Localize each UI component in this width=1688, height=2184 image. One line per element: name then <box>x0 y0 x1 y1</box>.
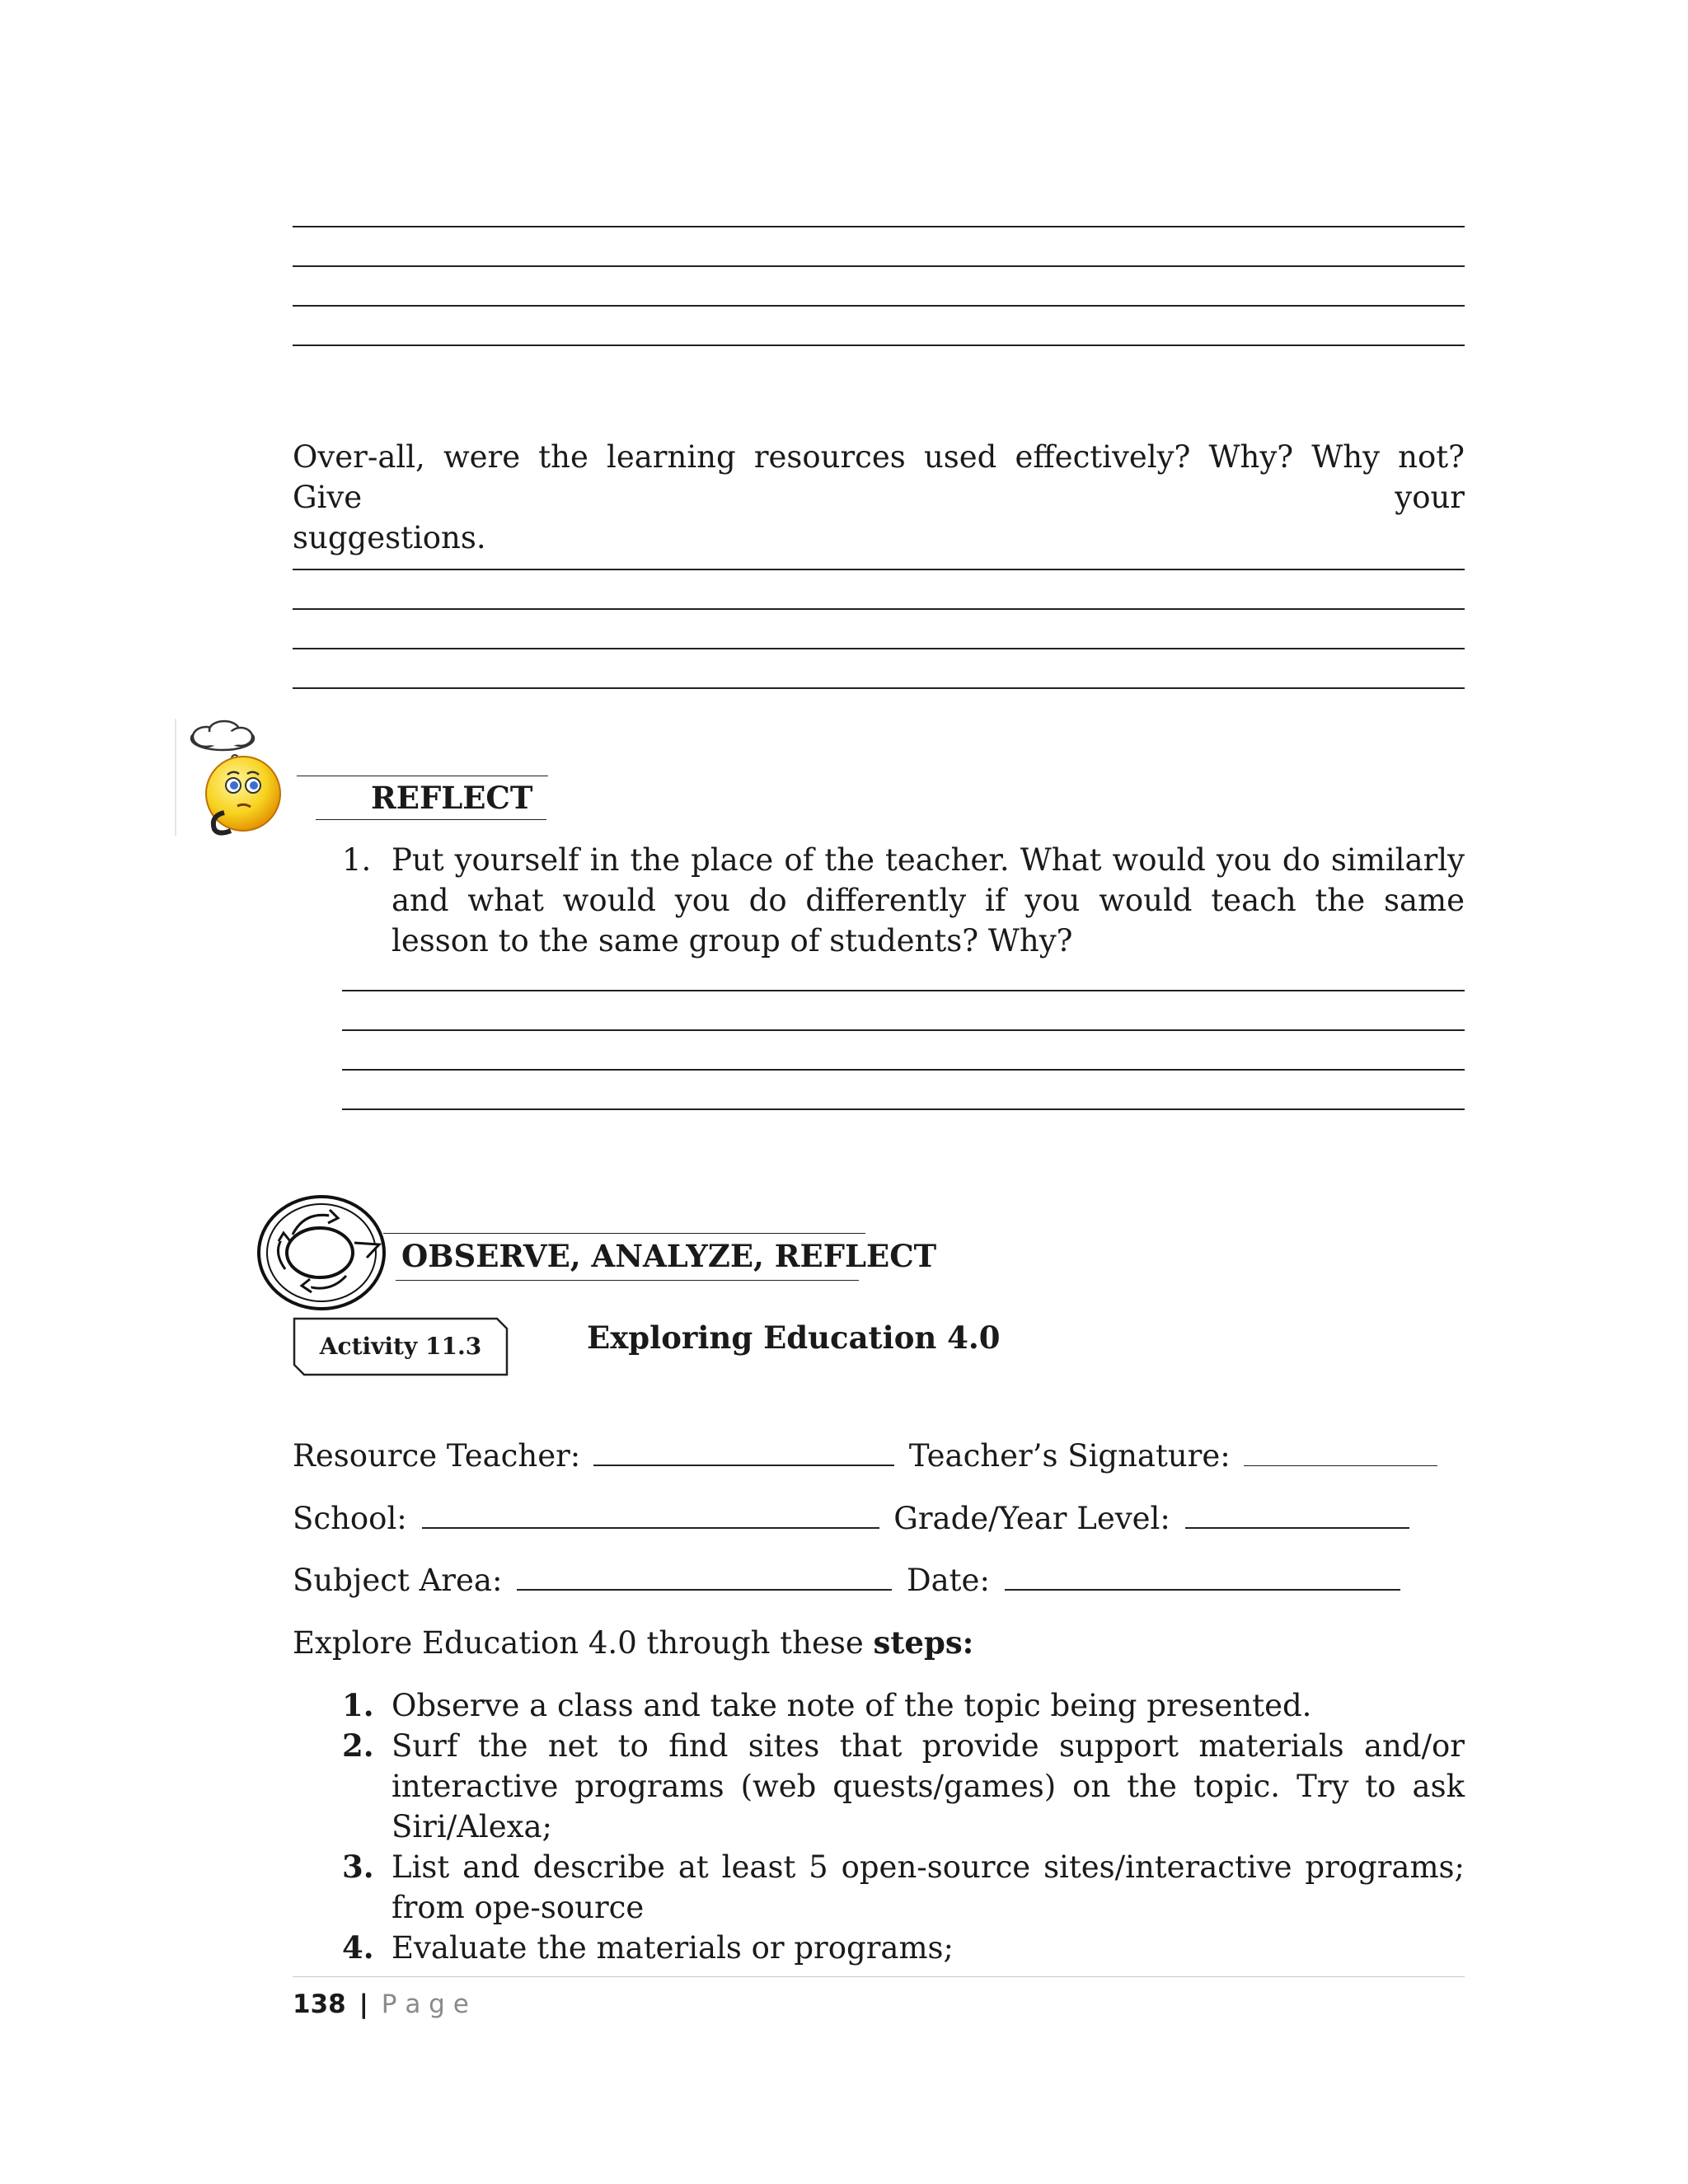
answer-line[interactable] <box>342 1069 1465 1071</box>
school-field[interactable] <box>422 1499 879 1529</box>
step-number: 3. <box>342 1849 374 1885</box>
question-paragraph <box>293 437 1465 558</box>
answer-line[interactable] <box>293 226 1465 227</box>
form-row-2 <box>293 1498 1496 1539</box>
resource-teacher-label: Resource Teacher: <box>293 1438 581 1474</box>
reflect-heading: REFLECT <box>371 780 533 816</box>
signature-label: Teacher’s Signature: <box>908 1438 1231 1474</box>
cycle-icon <box>256 1193 391 1312</box>
footer-separator: | <box>359 1990 368 2019</box>
step-number: 2. <box>342 1727 374 1764</box>
step-text: Surf the net to find sites that provide support materials and/or interactive programs (web quests/games) on the topic. Try to ask Siri/Alexa; <box>392 1728 1465 1844</box>
date-field[interactable] <box>1005 1561 1400 1591</box>
answer-line[interactable] <box>293 608 1465 610</box>
grade-field[interactable] <box>1185 1499 1409 1529</box>
page-word: P a g e <box>381 1990 469 2019</box>
step-text: List and describe at least 5 open-source sites/interactive programs; from ope-source <box>392 1849 1465 1925</box>
page-footer <box>293 1981 469 2027</box>
answer-line[interactable] <box>293 265 1465 267</box>
oar-heading: OBSERVE, ANALYZE, REFLECT <box>401 1238 937 1274</box>
answer-line[interactable] <box>293 687 1465 689</box>
answer-line[interactable] <box>293 648 1465 649</box>
question-line-1: Over-all, were the learning resources used effectively? Why? Why not? Give your <box>293 439 1465 515</box>
school-label: School: <box>293 1501 407 1536</box>
answer-line[interactable] <box>342 990 1465 991</box>
form-row-3 <box>293 1560 1496 1601</box>
step-number: 1. <box>342 1687 374 1723</box>
oar-bottom-rule <box>396 1280 859 1281</box>
reflect-item <box>342 840 1465 961</box>
signature-field[interactable] <box>1244 1437 1437 1466</box>
step-text: Evaluate the materials or programs; <box>392 1930 954 1966</box>
subject-label: Subject Area: <box>293 1563 503 1598</box>
answer-line[interactable] <box>342 1108 1465 1110</box>
resource-teacher-field[interactable] <box>593 1436 894 1466</box>
steps-intro-bold: steps: <box>873 1624 974 1661</box>
answer-line[interactable] <box>293 569 1465 570</box>
page-number: 138 <box>293 1990 346 2019</box>
list-item <box>342 1685 1465 1726</box>
thinking-face-icon <box>173 715 288 839</box>
answer-line[interactable] <box>293 344 1465 346</box>
footer-rule <box>293 1976 1465 1977</box>
date-label: Date: <box>906 1563 990 1598</box>
step-text: Observe a class and take note of the topic being presented. <box>392 1688 1312 1723</box>
reflect-bottom-rule <box>316 819 546 820</box>
form-row-1 <box>293 1436 1496 1476</box>
answer-line[interactable] <box>293 305 1465 307</box>
question-line-2: suggestions. <box>293 520 486 555</box>
reflect-item-text: Put yourself in the place of the teacher. What would you do similarly and what would you do differently if you would teach the same lesson to the same group of students? Why? <box>392 842 1465 958</box>
activity-tag <box>293 1317 509 1376</box>
answer-line[interactable] <box>342 1029 1465 1031</box>
subject-field[interactable] <box>517 1561 892 1591</box>
activity-label: Activity 11.3 <box>319 1333 482 1360</box>
steps-intro <box>293 1623 973 1663</box>
grade-label: Grade/Year Level: <box>893 1501 1170 1536</box>
reflect-item-number: 1. <box>342 842 372 878</box>
list-item <box>342 1928 1465 1968</box>
activity-title: Exploring Education 4.0 <box>587 1319 1001 1356</box>
steps-list <box>342 1685 1465 1968</box>
list-item <box>342 1726 1465 1847</box>
steps-intro-text: Explore Education 4.0 through these <box>293 1625 874 1661</box>
step-number: 4. <box>342 1929 374 1966</box>
list-item <box>342 1847 1465 1928</box>
